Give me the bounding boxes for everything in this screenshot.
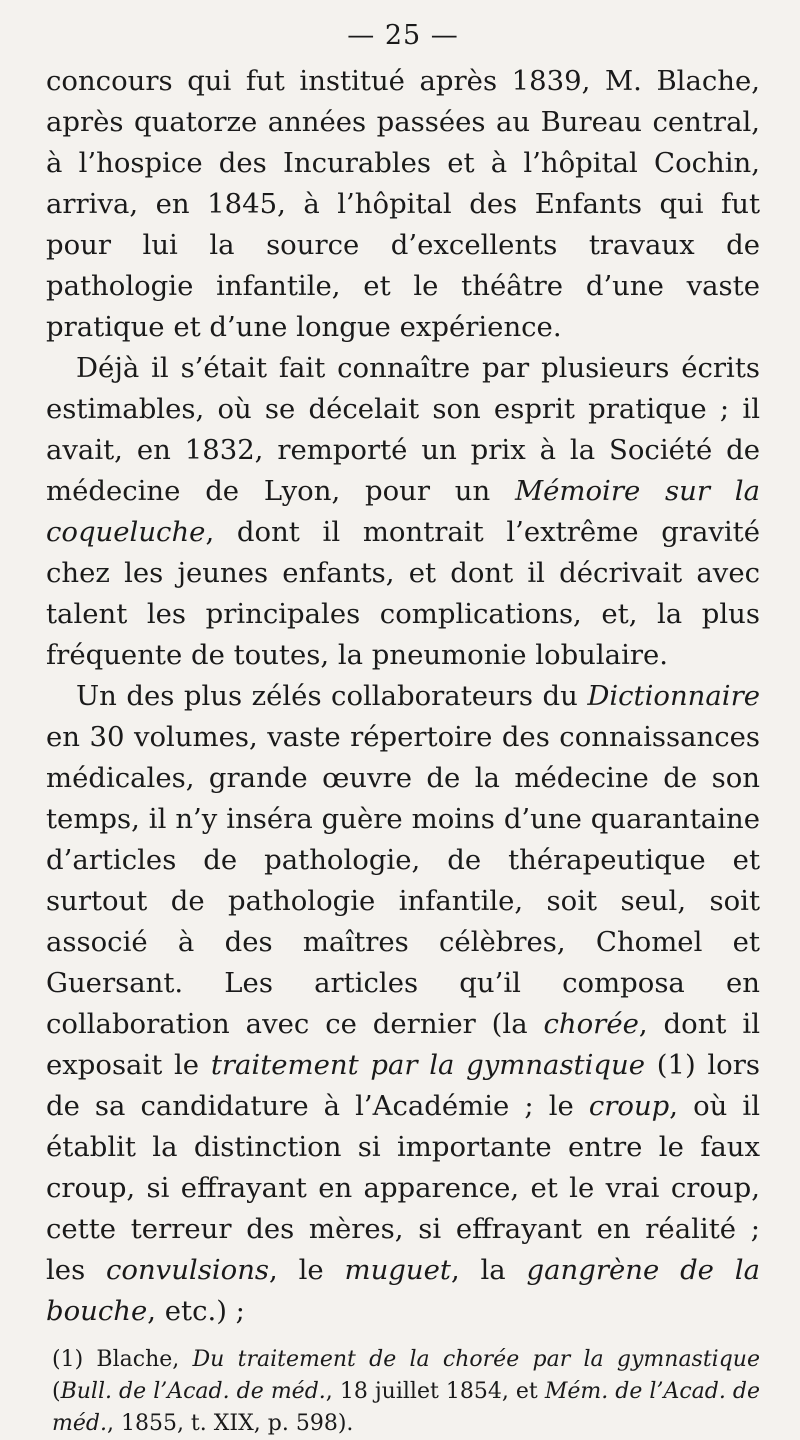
paragraph-3-text: en 30 volumes, vaste répertoire des connaissances médicales, grande œuvre de la médecine de son temps, il n’y inséra guère moins d’une quarantaine d’articles de pathologie, de thérapeutique et surtout de pathologie infantile, soit seul, soit associé à des maîtres célèbres, Chomel et Guersant. Les articles qu’il composa en collaboration avec ce dernier (la (46, 721, 760, 1040)
footnote-text: , 1855, t. XIX, p. 598). (106, 1411, 354, 1436)
paragraph-3-text: Un des plus zélés collaborateurs du (76, 680, 588, 712)
footnote-title: Du traitement de la chorée par la gymnastique (192, 1347, 760, 1372)
footnote-journal-mem: Mém. de l’Acad. de méd. (52, 1379, 760, 1436)
paragraph-3 (46, 676, 760, 1332)
paragraph-3-text: , etc.) ; (147, 1295, 245, 1327)
term-convulsions: convulsions (106, 1254, 270, 1286)
term-traitement-gymnastique: traitement par la gymnastique (210, 1049, 645, 1081)
paragraph-2-text: Déjà il s’était fait connaître par plusieurs écrits estimables, où se décelait son esprit pratique ; il avait, en 1832, remporté un prix à la Société de médecine de Lyon, pour un (46, 352, 760, 507)
paragraph-3-text: (1) lors de sa candidature à l’Académie ; le (46, 1049, 760, 1122)
footnote-spacer (46, 1332, 760, 1344)
title-dictionnaire: Dictionnaire (587, 680, 760, 712)
paragraph-3-text: , où il établit la distinction si importante entre le faux croup, si effrayant en apparence, et le vrai croup, cette terreur des mères, si effrayant en réalité ; les (46, 1090, 760, 1286)
paragraph-1-text: concours qui fut institué après 1839, M. Blache, après quatorze années passées au Bureau central, à l’hospice des Incurables et à l’hôpital Cochin, arriva, en 1845, à l’hôpital des Enfants qui fut pour lui la source d’excellents travaux de pathologie infantile, et le théâtre d’une vaste pratique et d’une longue expérience. (46, 65, 760, 343)
term-choree: chorée (543, 1008, 639, 1040)
footnote-text: (1) Blache, (52, 1347, 193, 1372)
footnote (46, 1344, 760, 1440)
footnote-journal-bull: Bull. de l’Acad. de méd. (60, 1379, 326, 1404)
paragraph-3-text: , la (450, 1254, 527, 1286)
footnote-text: , 18 juillet 1854, et (325, 1379, 545, 1404)
paragraph-1 (46, 61, 760, 348)
page-number: — 25 — (347, 20, 459, 51)
footnote-text: ( (52, 1379, 61, 1404)
body-text (46, 61, 760, 1332)
paragraph-2-text: , dont il montrait l’extrême gravité chez les jeunes enfants, et dont il décrivait avec talent les principales complications, et, la plus fréquente de toutes, la pneumonie lobulaire. (46, 516, 760, 671)
term-muguet: muguet (344, 1254, 451, 1286)
paragraph-3-text: , dont il exposait le (46, 1008, 760, 1081)
paragraph-2 (46, 348, 760, 676)
term-croup: croup (588, 1090, 670, 1122)
title-memoire-coqueluche: Mémoire sur la coqueluche (46, 475, 760, 548)
paragraph-3-text: , le (269, 1254, 345, 1286)
term-gangrene-bouche: gangrène de la bouche (46, 1254, 760, 1327)
